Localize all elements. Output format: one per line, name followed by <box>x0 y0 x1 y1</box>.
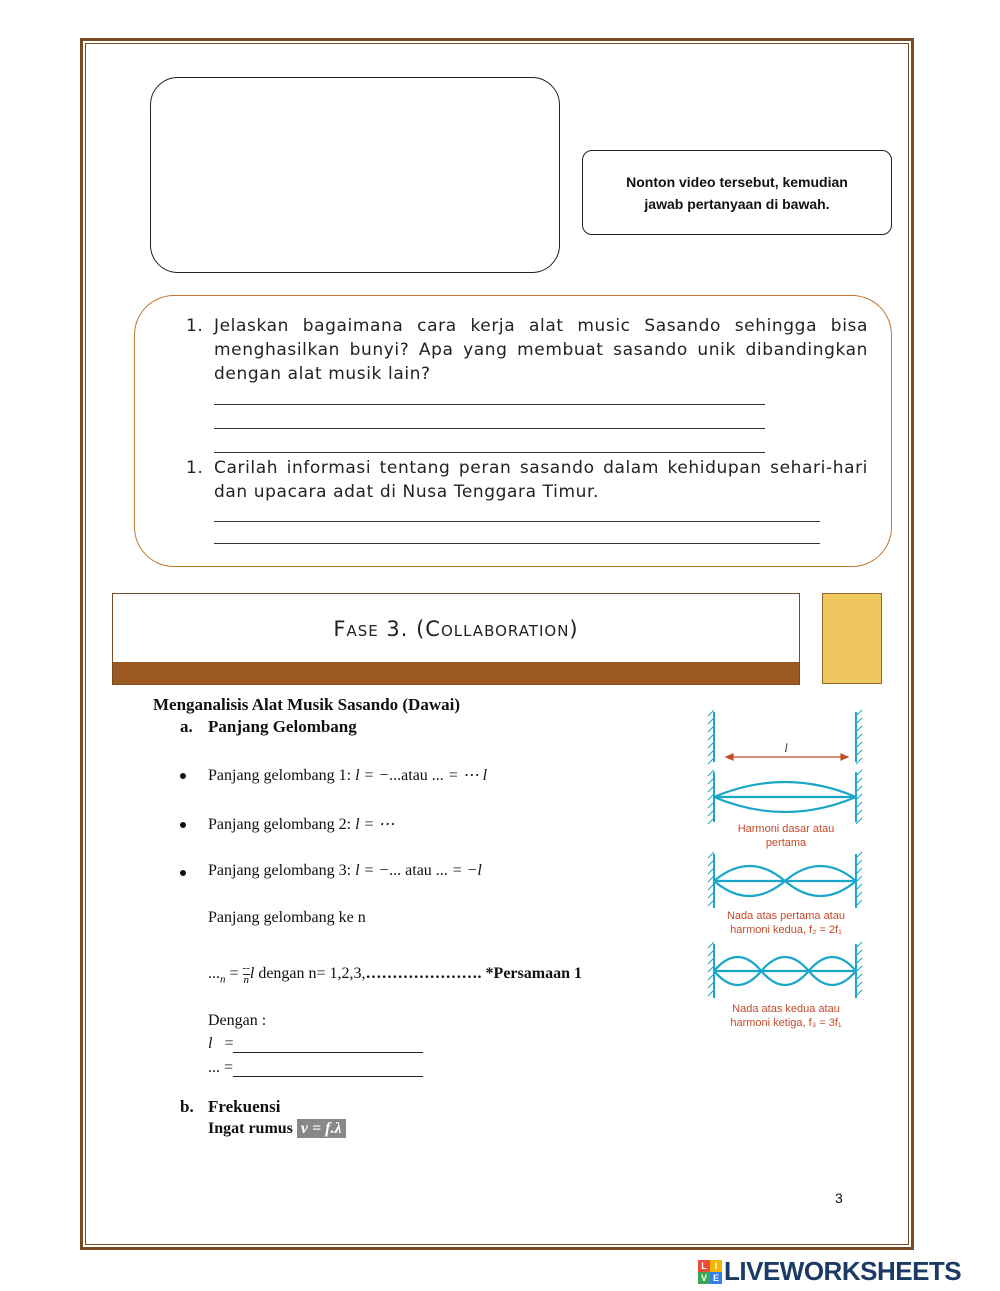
section-b-letter: b. <box>180 1097 194 1116</box>
wavelength-1-math: l = − <box>355 767 390 784</box>
page-number: 3 <box>835 1190 843 1206</box>
section-a-letter: a. <box>180 717 193 736</box>
brand-name: LIVEWORKSHEETS <box>724 1256 962 1286</box>
wavelength-1-mid: ...atau ... <box>389 767 448 784</box>
bullet-dot <box>180 870 186 876</box>
formula-highlight: v = f.λ <box>297 1119 346 1138</box>
bullet-dot <box>180 822 186 828</box>
eq-frac-num: -- <box>242 962 250 974</box>
instruction-line-1: Nonton video tersebut, kemudian <box>626 173 848 190</box>
question-text: Jelaskan bagaimana cara kerja alat music Sasando sehingga bisa menghasilkan bunyi? Apa yang membuat sasando unik dibandingkan dengan alat musik lain? <box>214 316 868 384</box>
definition-2-blank[interactable] <box>233 1058 423 1077</box>
question-number: 1. <box>186 458 204 478</box>
logo-letter: E <box>710 1272 722 1284</box>
nth-wavelength-label: Panjang gelombang ke n <box>208 909 366 926</box>
caption-harmonic-3 <box>706 1002 866 1030</box>
eq-frac-den: n <box>243 974 249 986</box>
wavelength-1-label: Panjang gelombang 1: <box>208 767 356 784</box>
standing-wave-diagram <box>706 710 866 1040</box>
instruction-note <box>582 150 892 235</box>
caption-harmonic-2 <box>706 909 866 937</box>
wavelength-2 <box>208 814 394 834</box>
instruction-line-2: jawab pertanyaan di bawah. <box>644 195 830 212</box>
def2-var: ... = <box>208 1059 234 1076</box>
eq-sub: n <box>220 973 226 986</box>
wavelength-1-math2: = ⋯ l <box>447 767 488 784</box>
section-a-title: Panjang Gelombang <box>208 717 357 736</box>
answer-line[interactable] <box>214 452 765 453</box>
question-number: 1. <box>186 316 204 336</box>
phase-accent-block <box>822 593 882 684</box>
logo-letter: I <box>710 1260 722 1272</box>
caption-3-line-1: Nada atas kedua atau <box>732 1003 840 1015</box>
logo-letter: L <box>698 1260 710 1272</box>
answer-line[interactable] <box>214 428 765 429</box>
def1-eq: = <box>212 1035 234 1052</box>
definition-1-blank[interactable] <box>233 1034 423 1053</box>
phase-banner <box>112 593 800 685</box>
formula-reminder <box>208 1120 346 1138</box>
eq-label: *Persamaan 1 <box>485 965 582 983</box>
video-placeholder[interactable] <box>150 77 560 273</box>
brand-watermark[interactable] <box>698 1256 961 1287</box>
phase-bar <box>113 662 799 684</box>
eq-dots: …………………. <box>365 965 486 983</box>
eq-rest: dengan n= 1,2,3, <box>254 965 366 983</box>
brand-logo-icon <box>698 1260 722 1284</box>
wavelength-3-math2: = −l <box>451 862 482 879</box>
length-label: l <box>784 740 788 755</box>
formula-label: Ingat rumus <box>208 1120 293 1137</box>
eq-var: l <box>249 965 255 983</box>
wavelength-3 <box>208 862 482 880</box>
dengan-label: Dengan : <box>208 1012 267 1029</box>
definition-2 <box>208 1058 423 1077</box>
definition-1 <box>208 1034 423 1053</box>
logo-letter: V <box>698 1272 710 1284</box>
caption-2-line-1: Nada atas pertama atau <box>726 910 846 922</box>
wavelength-3-label: Panjang gelombang 3: <box>208 862 356 879</box>
section-heading: Menganalisis Alat Musik Sasando (Dawai) <box>153 695 460 714</box>
wavelength-2-math: l = ⋯ <box>355 816 395 833</box>
caption-3-line-2: harmoni ketiga, f₃ = 3f₁ <box>730 1017 842 1029</box>
eq-lhs: ... <box>208 965 220 983</box>
answer-line[interactable] <box>214 543 820 544</box>
caption-harmonic-1 <box>706 822 866 850</box>
answer-line[interactable] <box>214 404 765 405</box>
answer-line[interactable] <box>214 521 820 522</box>
wavelength-2-label: Panjang gelombang 2: <box>208 816 356 833</box>
wavelength-3-mid: ... atau ... <box>389 862 452 879</box>
wavelength-1 <box>208 765 487 785</box>
caption-1-line-2: pertama <box>765 837 807 849</box>
phase-title: Fase 3. (Collaboration) <box>333 617 579 641</box>
wavelength-3-math: l = − <box>355 862 390 879</box>
eq-fraction <box>243 963 250 986</box>
def1-var: l <box>208 1035 213 1052</box>
wave-figure <box>706 710 866 1040</box>
bullet-dot <box>180 773 186 779</box>
equation-1 <box>208 963 582 986</box>
section-b-title: Frekuensi <box>208 1097 281 1116</box>
caption-1-line-1: Harmoni dasar atau <box>737 823 835 835</box>
eq-equals: = <box>225 965 243 983</box>
caption-2-line-2: harmoni kedua, f₂ = 2f₁ <box>730 924 842 936</box>
question-text: Carilah informasi tentang peran sasando dalam kehidupan sehari-hari dan upacara adat di Nusa Tenggara Timur. <box>214 458 868 502</box>
